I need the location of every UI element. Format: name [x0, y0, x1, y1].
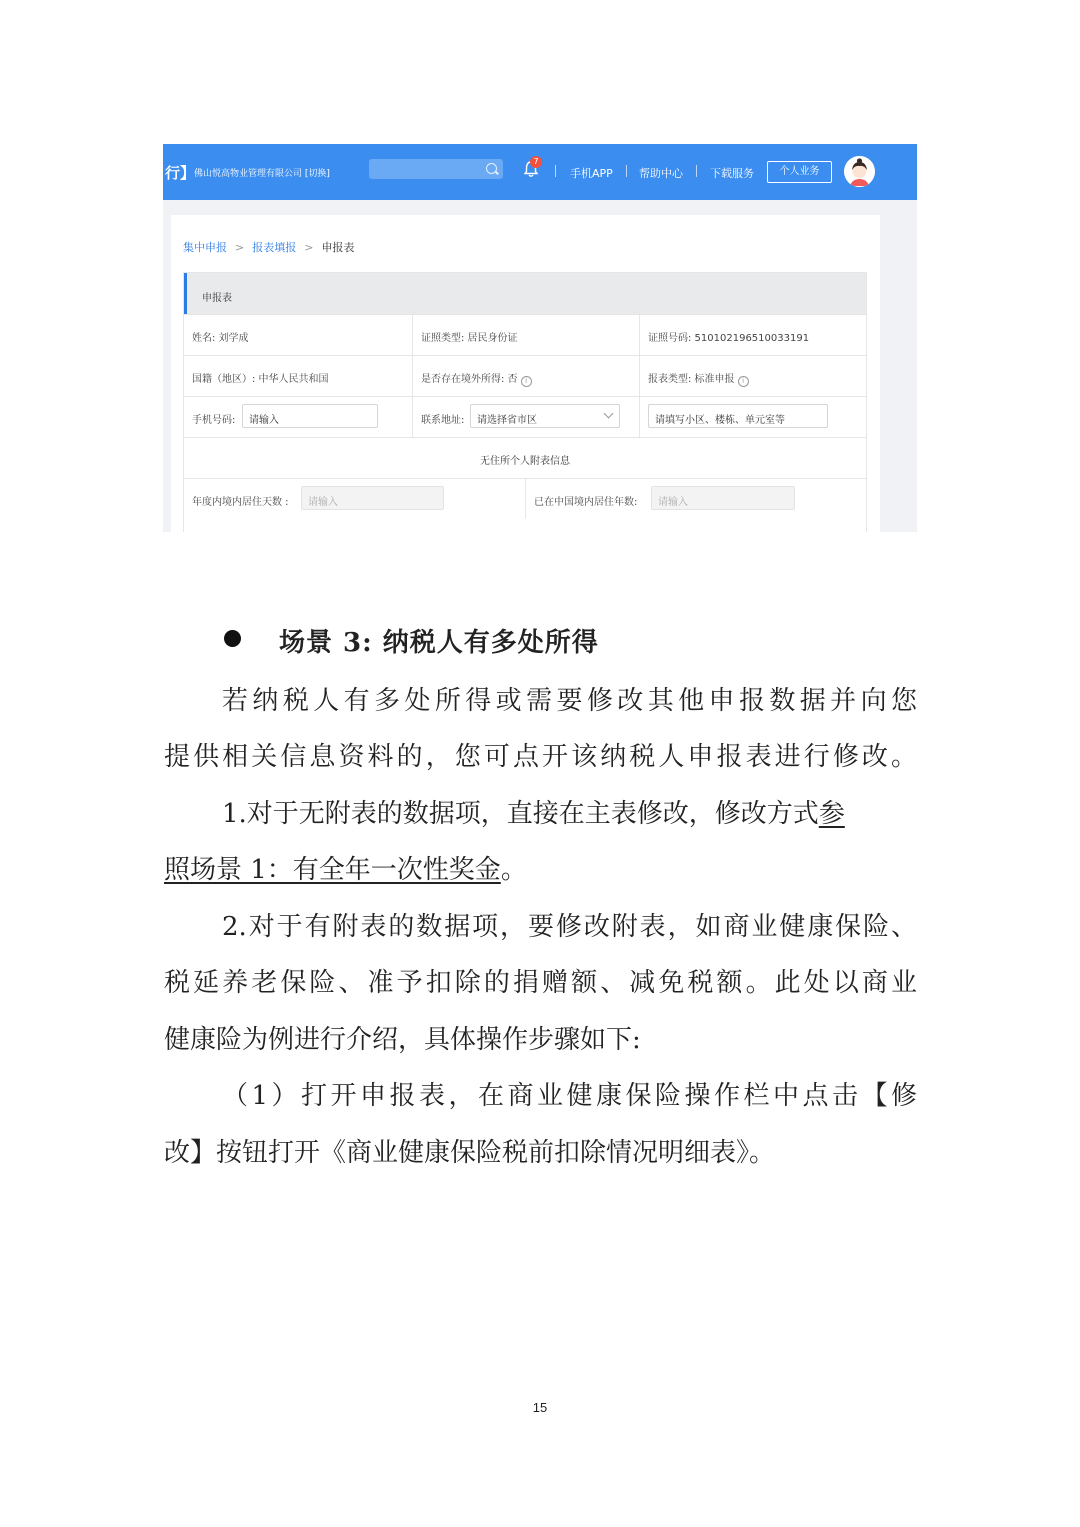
residence-years-cell — [525, 479, 866, 519]
info-icon[interactable]: i — [521, 376, 532, 387]
top-navigation-bar — [163, 144, 917, 200]
paragraph-line: 提供相关信息资料的，您可点开该纳税人申报表进行修改。 — [164, 742, 917, 772]
paragraph-line: 照场景 1：有全年一次性奖金。 — [164, 855, 527, 885]
embedded-screenshot — [163, 144, 917, 532]
reference-link[interactable]: 参 — [818, 799, 845, 829]
main-content-card — [171, 215, 880, 532]
nav-download[interactable]: 下载服务 — [710, 167, 754, 180]
residence-days-input[interactable]: 请输入 — [301, 486, 444, 510]
phone-input[interactable]: 请输入 — [242, 404, 378, 428]
name-cell: 姓名: 刘学成 — [192, 333, 249, 344]
address-label: 联系地址: — [421, 415, 465, 426]
paragraph-line: 健康险为例进行介绍，具体操作步骤如下: — [164, 1025, 641, 1055]
reference-link[interactable]: 照场景 1：有全年一次性奖金 — [164, 855, 501, 885]
section-heading: 场景 3: 纳税人有多处所得 — [279, 628, 599, 658]
divider — [555, 165, 556, 177]
address-select[interactable]: 请选择省市区 — [470, 404, 620, 428]
breadcrumb-current: 申报表 — [321, 241, 355, 254]
address-cell — [412, 397, 639, 437]
divider — [696, 165, 697, 177]
overseas-income-cell: 是否存在境外所得: 否 i — [412, 356, 639, 396]
avatar[interactable] — [844, 156, 875, 187]
company-switcher[interactable]: 佛山悦高物业管理有限公司 [切换] — [194, 169, 330, 179]
id-number-cell: 证照号码: 510102196510033191 — [639, 315, 866, 355]
breadcrumb-item-report-filling[interactable]: 报表填报 — [252, 241, 297, 254]
breadcrumb-separator: > — [304, 241, 314, 254]
breadcrumb-separator: > — [235, 241, 245, 254]
phone-cell — [184, 397, 412, 437]
breadcrumb — [183, 239, 354, 255]
form-row — [184, 314, 866, 355]
info-icon[interactable]: i — [738, 376, 749, 387]
personal-business-button[interactable]: 个人业务 — [767, 161, 832, 183]
page-number: 15 — [532, 1400, 548, 1415]
search-icon[interactable] — [486, 163, 497, 174]
paragraph-line: 改】按钮打开《商业健康保险税前扣除情况明细表》。 — [164, 1138, 776, 1168]
address-detail-cell — [639, 397, 866, 437]
nav-help-center[interactable]: 帮助中心 — [639, 167, 683, 180]
declaration-form — [183, 272, 867, 532]
paragraph-line: 1.对于无附表的数据项，直接在主表修改，修改方式参 — [222, 799, 845, 829]
form-row — [184, 478, 866, 519]
residence-years-input[interactable]: 请输入 — [651, 486, 795, 510]
chevron-down-icon — [604, 409, 614, 419]
paragraph-line: （1）打开申报表，在商业健康保险操作栏中点击【修 — [222, 1081, 917, 1111]
nationality-cell: 国籍（地区）: 中华人民共和国 — [192, 374, 329, 385]
search-input[interactable] — [369, 159, 503, 179]
report-type-cell: 报表类型: 标准申报 i — [639, 356, 866, 396]
residence-years-label: 已在中国境内居住年数: — [534, 497, 638, 508]
residence-days-label: 年度内境内居住天数 : — [192, 497, 289, 508]
address-detail-input[interactable]: 请填写小区、楼栋、单元室等 — [648, 404, 828, 428]
form-row — [184, 396, 866, 437]
notification-badge: 7 — [530, 156, 542, 168]
form-row — [184, 355, 866, 396]
breadcrumb-item-centralized-filing[interactable]: 集中申报 — [183, 241, 227, 254]
paragraph-line: 税延养老保险、准予扣除的捐赠额、减免税额。此处以商业 — [164, 968, 917, 998]
section-title: 无住所个人附表信息 — [480, 456, 570, 467]
form-header — [184, 273, 866, 314]
phone-label: 手机号码: — [192, 415, 236, 426]
id-type-cell: 证照类型: 居民身份证 — [412, 315, 639, 355]
logo-fragment: 行】 — [165, 164, 196, 182]
form-title: 申报表 — [202, 293, 232, 304]
bullet-icon — [224, 630, 241, 647]
residence-days-cell — [184, 479, 525, 519]
nav-mobile-app[interactable]: 手机APP — [570, 167, 613, 180]
paragraph-line: 2.对于有附表的数据项，要修改附表，如商业健康保险、 — [222, 912, 917, 942]
section-title-row — [184, 437, 866, 478]
paragraph-line: 若纳税人有多处所得或需要修改其他申报数据并向您 — [222, 686, 917, 716]
divider — [626, 165, 627, 177]
